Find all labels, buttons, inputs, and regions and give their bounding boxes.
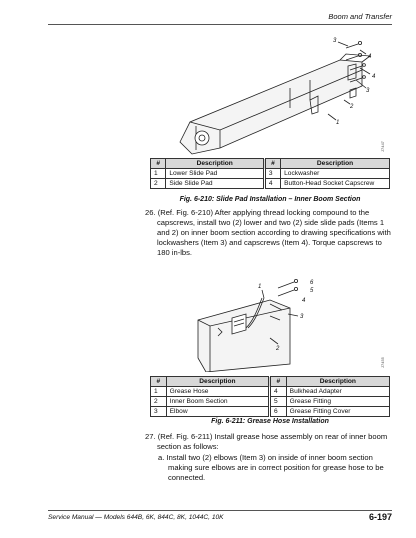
page-number: 6-197 [368,512,392,522]
callout-1: 1 [258,284,262,290]
item-description: Grease Hose [166,387,269,397]
item-description: Grease Fitting [286,397,389,407]
table-row [151,397,390,407]
callout-3a: 3 [333,38,337,44]
footer-divider [48,510,392,511]
item-number: 4 [271,387,287,397]
step-26-line-5: 180 in-lbs. [157,248,193,257]
col-header-desc: Description [286,377,389,387]
col-header-num: # [271,377,287,387]
table-row [151,169,390,179]
step-27a [158,453,384,483]
callout-2: 2 [276,346,280,352]
substep-letter: a. [158,453,165,462]
callout-4b: 4 [372,74,376,80]
col-header-num: # [265,159,280,169]
step-number: 26. [145,208,156,217]
callout-3b: 3 [366,88,370,94]
item-number: 3 [151,407,167,417]
step-26-line-4: lockwashers (Item 3) and capscrews (Item 4). Torque capscrews to [157,238,382,247]
figure-211-drawing [150,268,390,372]
parts-table-210 [150,158,390,189]
table-row [151,407,390,417]
figure-210-drawing [150,30,390,156]
col-header-num: # [151,159,166,169]
item-number: 4 [265,179,280,189]
figure-210-caption: Fig. 6-210: Slide Pad Installation – Inner Boom Section [179,196,361,203]
step-26 [145,208,391,258]
step-27-line-1: 27. (Ref. Fig. 6-211) Install grease hose assembly on rear of inner boom [145,432,388,441]
item-number: 2 [151,397,167,407]
item-description: Bulkhead Adapter [286,387,389,397]
footer-manual-title: Service Manual — Models 644B, 6K, 844C, 8K, 1044C, 10K [48,514,224,521]
drawing-id-210: J7447 [380,141,385,152]
callout-6: 6 [310,280,314,286]
callout-5: 5 [310,288,314,294]
step-26-line-2: capscrews, install two (2) lower and two (2) side slide pads (Items 1 [157,218,385,227]
item-number: 3 [265,169,280,179]
callout-4: 4 [302,298,306,304]
col-header-num: # [151,377,167,387]
callout-1: 1 [336,120,340,126]
item-number: 5 [271,397,287,407]
item-description: Inner Boom Section [166,397,269,407]
col-header-desc: Description [281,159,390,169]
item-description: Side Slide Pad [166,179,264,189]
section-title: Boom and Transfer [328,12,392,21]
drawing-id-211: J7455 [380,357,385,368]
item-number: 6 [271,407,287,417]
item-description: Elbow [166,407,269,417]
step-27 [145,432,387,452]
callout-3: 3 [300,314,304,320]
callout-4a: 4 [368,54,372,60]
table-row [151,179,390,189]
item-description: Lockwasher [281,169,390,179]
item-number: 2 [151,179,166,189]
step-26-line-1: 26. (Ref. Fig. 6-210) After applying thread locking compound to the [145,208,370,217]
figure-211-caption: Fig. 6-211: Grease Hose Installation [211,418,329,425]
header-divider [48,24,392,25]
step-number: 27. [145,432,156,441]
col-header-desc: Description [166,377,269,387]
item-description: Button-Head Socket Capscrew [281,179,390,189]
step-27a-line-1: a. Install two (2) elbows (Item 3) on inside of inner boom section [158,453,373,462]
item-description: Lower Slide Pad [166,169,264,179]
table-row [151,387,390,397]
step-27a-line-2: making sure elbows are in correct position for grease hose to be [168,463,384,472]
item-number: 1 [151,169,166,179]
step-26-line-3: and 2) on inner boom section according to drawing specifications with [157,228,391,237]
parts-table-211 [150,376,390,417]
item-number: 1 [151,387,167,397]
item-description: Grease Fitting Cover [286,407,389,417]
step-27-line-2: section as follows: [157,442,219,451]
step-27a-line-3: connected. [168,473,206,482]
callout-2: 2 [350,104,354,110]
col-header-desc: Description [166,159,264,169]
